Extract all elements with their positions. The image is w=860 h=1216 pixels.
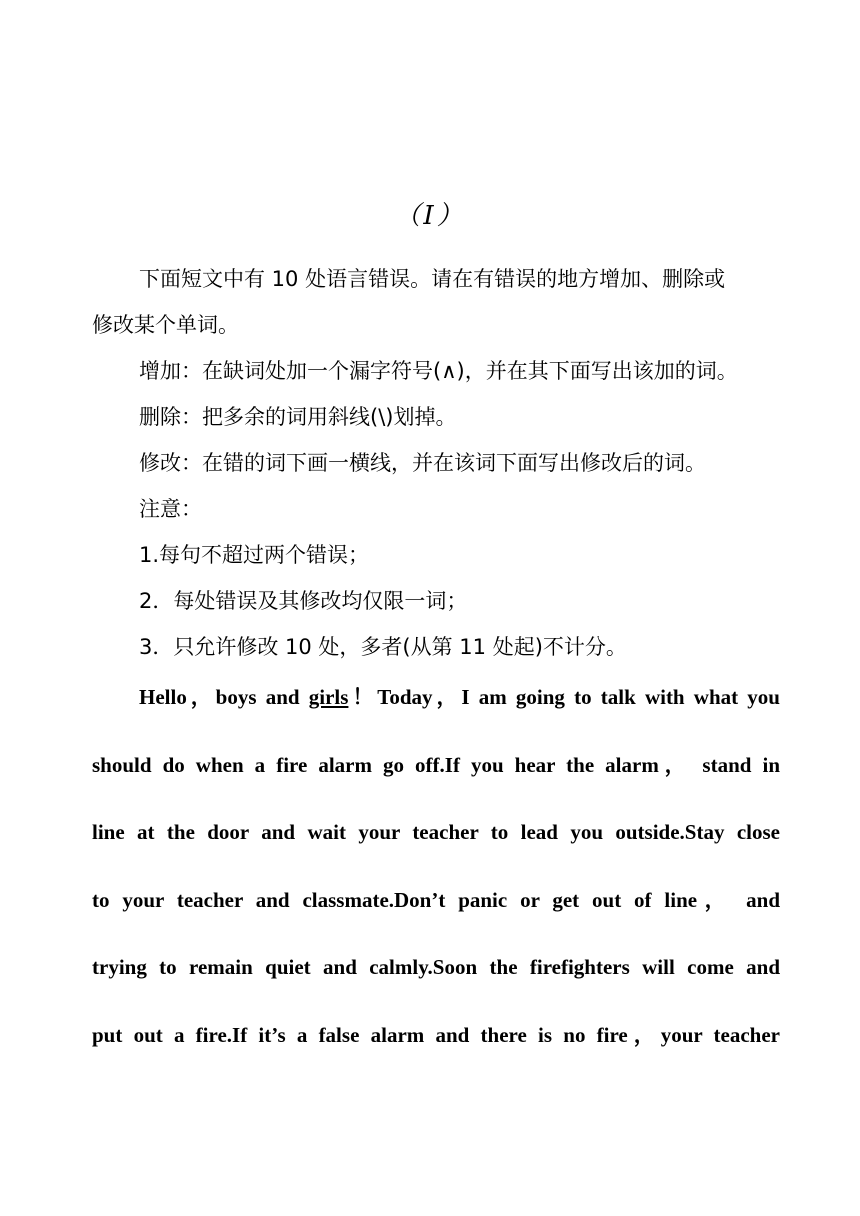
intro-line-2: 修改某个单词。 (92, 313, 239, 337)
delete-rule: 删除：把多余的词用斜线(\)划掉。 (139, 405, 457, 429)
intro-line-1: 下面短文中有 10 处语言错误。请在有错误的地方增加、删除或 (139, 267, 726, 291)
passage-line-6: put out a fire.If it’s a false alarm and there is no fire，your teacher (92, 1022, 780, 1047)
note-2: 2．每处错误及其修改均仅限一词； (139, 589, 468, 613)
add-rule: 增加：在缺词处加一个漏字符号(∧)，并在其下面写出该加的词。 (139, 359, 738, 383)
passage (92, 664, 780, 1069)
instructions-block (92, 256, 782, 670)
passage-line-2: should do when a fire alarm go off.If you hear the alarm， stand in (92, 752, 780, 777)
passage-line-4: to your teacher and classmate.Don’t panic or get out of line， and (92, 887, 780, 912)
note-label: 注意： (139, 497, 202, 521)
passage-line-3: line at the door and wait your teacher to lead you outside.Stay close (92, 820, 780, 844)
note-3: 3．只允许修改 10 处，多者(从第 11 处起)不计分。 (139, 635, 627, 659)
modify-rule: 修改：在错的词下画一横线，并在该词下面写出修改后的词。 (139, 451, 706, 475)
passage-line-1-start: Hello，boys and (139, 685, 309, 709)
passage-line-1-end: ！Today，I am going to talk with what you (348, 685, 780, 709)
section-title: （Ⅰ） (394, 201, 466, 231)
passage-line-5: trying to remain quiet and calmly.Soon the firefighters will come and (92, 955, 780, 979)
note-1: 1.每句不超过两个错误； (139, 543, 370, 567)
underlined-word: girls (308, 685, 349, 709)
passage-line-1 (92, 664, 780, 732)
